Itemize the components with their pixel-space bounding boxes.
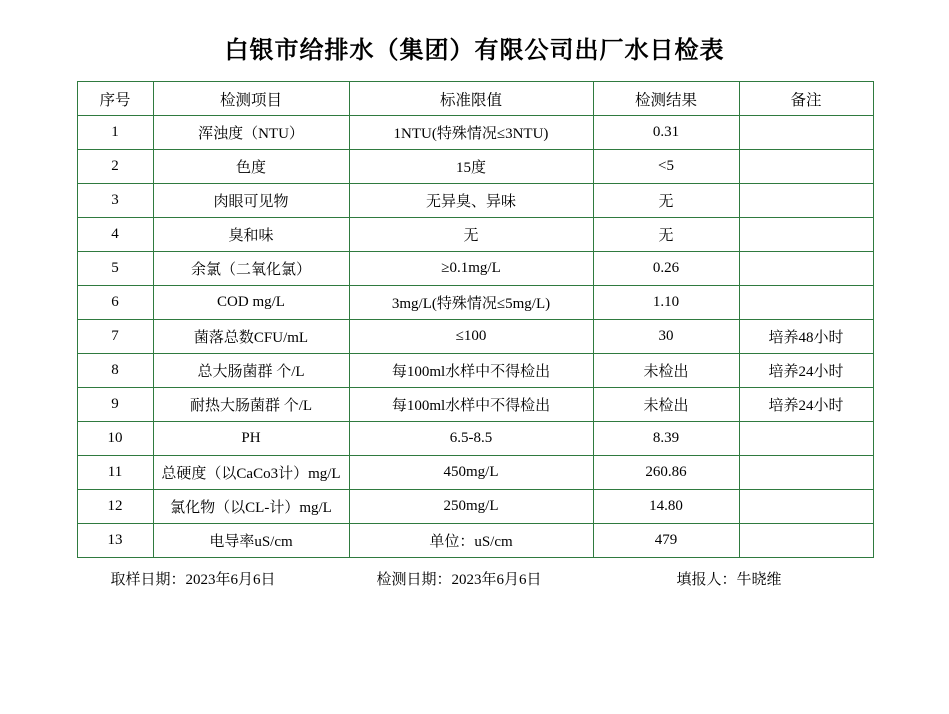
water-quality-table [77, 81, 874, 558]
test-date: 检测日期：2023年6月6日 [376, 572, 542, 588]
cell-limit: 15度 [349, 150, 593, 184]
cell-limit: 无异臭、异味 [349, 184, 593, 218]
cell-item: 总硬度（以CaCo3计）mg/L [153, 456, 349, 490]
table-row [77, 252, 873, 286]
column-header-result: 检测结果 [593, 82, 739, 116]
cell-note [739, 116, 873, 150]
cell-note [739, 286, 873, 320]
cell-no: 3 [77, 184, 153, 218]
cell-note [739, 422, 873, 456]
report-table-wrapper [77, 81, 873, 558]
cell-item: 总大肠菌群 个/L [153, 354, 349, 388]
cell-note [739, 150, 873, 184]
cell-result: 无 [593, 218, 739, 252]
cell-limit: 单位：uS/cm [349, 524, 593, 558]
cell-item: PH [153, 422, 349, 456]
cell-limit: 1NTU(特殊情况≤3NTU) [349, 116, 593, 150]
cell-note [739, 490, 873, 524]
cell-result: 14.80 [593, 490, 739, 524]
cell-result: 未检出 [593, 354, 739, 388]
cell-item: 余氯（二氧化氯） [153, 252, 349, 286]
table-row [77, 524, 873, 558]
cell-limit: 无 [349, 218, 593, 252]
cell-no: 4 [77, 218, 153, 252]
cell-result: 未检出 [593, 388, 739, 422]
table-row [77, 150, 873, 184]
cell-item: 耐热大肠菌群 个/L [153, 388, 349, 422]
cell-item: 肉眼可见物 [153, 184, 349, 218]
page-title: 白银市给排水（集团）有限公司出厂水日检表 [224, 38, 725, 64]
cell-limit: ≤100 [349, 320, 593, 354]
cell-note: 培养24小时 [739, 354, 873, 388]
cell-result: 30 [593, 320, 739, 354]
table-row [77, 422, 873, 456]
cell-note [739, 252, 873, 286]
cell-item: 菌落总数CFU/mL [153, 320, 349, 354]
column-header-no: 序号 [77, 82, 153, 116]
cell-no: 10 [77, 422, 153, 456]
cell-item: 色度 [153, 150, 349, 184]
cell-note: 培养24小时 [739, 388, 873, 422]
cell-limit: ≥0.1mg/L [349, 252, 593, 286]
cell-limit: 6.5-8.5 [349, 422, 593, 456]
cell-no: 13 [77, 524, 153, 558]
table-row [77, 184, 873, 218]
cell-limit: 每100ml水样中不得检出 [349, 354, 593, 388]
cell-no: 6 [77, 286, 153, 320]
cell-limit: 450mg/L [349, 456, 593, 490]
cell-item: 电导率uS/cm [153, 524, 349, 558]
cell-result: 无 [593, 184, 739, 218]
cell-no: 11 [77, 456, 153, 490]
sampling-date: 取样日期：2023年6月6日 [110, 572, 276, 588]
cell-limit: 每100ml水样中不得检出 [349, 388, 593, 422]
table-header-row [77, 82, 873, 116]
cell-no: 5 [77, 252, 153, 286]
cell-result: 479 [593, 524, 739, 558]
document-page [0, 30, 949, 714]
cell-result: 0.26 [593, 252, 739, 286]
cell-result: 0.31 [593, 116, 739, 150]
cell-item: COD mg/L [153, 286, 349, 320]
cell-note [739, 218, 873, 252]
cell-result: 1.10 [593, 286, 739, 320]
table-row [77, 320, 873, 354]
cell-result: <5 [593, 150, 739, 184]
cell-item: 浑浊度（NTU） [153, 116, 349, 150]
cell-limit: 3mg/L(特殊情况≤5mg/L) [349, 286, 593, 320]
cell-note: 培养48小时 [739, 320, 873, 354]
table-row [77, 286, 873, 320]
cell-note [739, 456, 873, 490]
table-row [77, 354, 873, 388]
table-header [77, 82, 873, 116]
cell-no: 1 [77, 116, 153, 150]
cell-no: 8 [77, 354, 153, 388]
reporter: 填报人：牛晓维 [676, 572, 782, 588]
cell-item: 氯化物（以CL-计）mg/L [153, 490, 349, 524]
cell-limit: 250mg/L [349, 490, 593, 524]
column-header-limit: 标准限值 [349, 82, 593, 116]
table-row [77, 388, 873, 422]
column-header-item: 检测项目 [153, 82, 349, 116]
cell-result: 8.39 [593, 422, 739, 456]
footer [77, 568, 873, 589]
cell-note [739, 524, 873, 558]
cell-result: 260.86 [593, 456, 739, 490]
table-body [77, 116, 873, 558]
cell-no: 7 [77, 320, 153, 354]
cell-no: 12 [77, 490, 153, 524]
table-row [77, 116, 873, 150]
table-row [77, 490, 873, 524]
table-row [77, 218, 873, 252]
cell-no: 9 [77, 388, 153, 422]
cell-item: 臭和味 [153, 218, 349, 252]
cell-note [739, 184, 873, 218]
cell-no: 2 [77, 150, 153, 184]
table-row [77, 456, 873, 490]
column-header-note: 备注 [739, 82, 873, 116]
